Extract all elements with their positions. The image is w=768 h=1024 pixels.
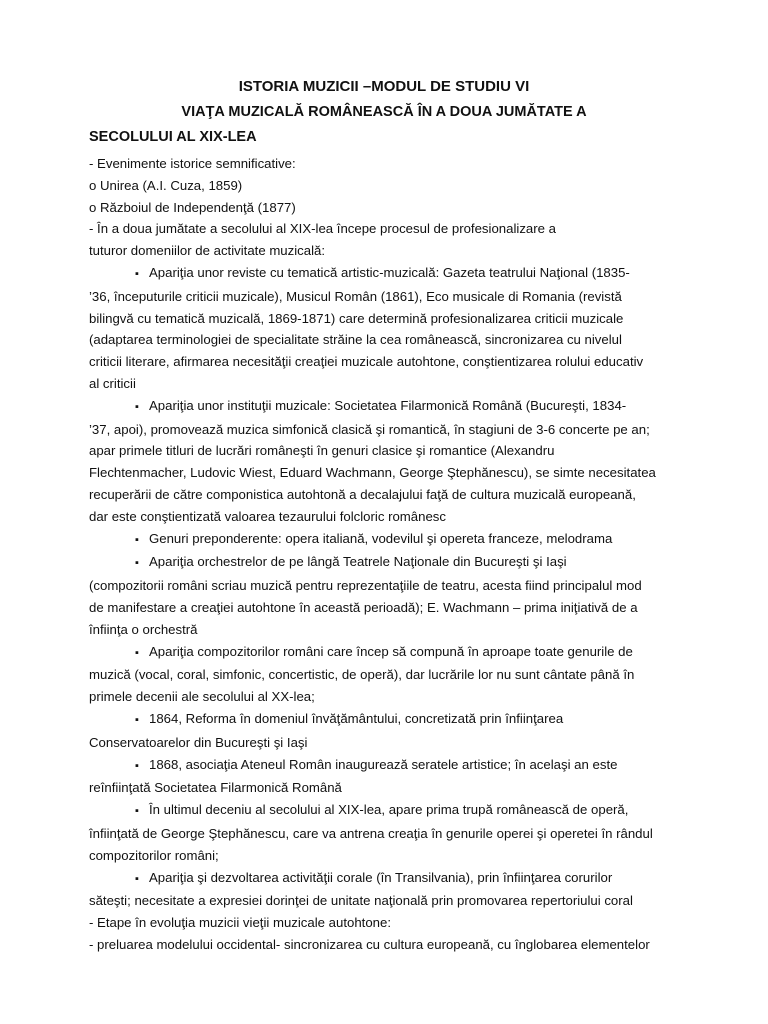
document-title: ISTORIA MUZICII –MODUL DE STUDIU VI — [238, 78, 530, 95]
bullet-icon — [135, 799, 149, 823]
text-line: o Războiul de Independenţă (1877) — [89, 199, 296, 215]
text-line: criticii literare, afirmarea necesităţii creaţiei muzicale autohtone, conştientizarea rolului educativ — [89, 354, 644, 370]
bullet-icon — [135, 867, 149, 891]
text-line: recuperării de către componistica autohtonă a decalajului faţă de cultura muzicală europeană, — [89, 486, 636, 502]
text-line: Genuri preponderente: opera italiană, vodevilul şi opereta franceze, melodrama — [149, 530, 613, 546]
bullet-item — [89, 708, 691, 732]
text-line: 1868, asociaţia Ateneul Român inaugurează seratele artistice; în acelaşi an este — [149, 756, 618, 772]
bullet-icon — [135, 551, 149, 575]
text-line: reînfiinţată Societatea Filarmonică Română — [89, 780, 342, 796]
text-line: (adaptarea terminologiei de specialitate străine la cea românească, sincronizarea cu nivelul — [89, 332, 622, 348]
bullet-icon — [135, 754, 149, 778]
text-line: de manifestare a creaţiei autohtone în această perioadă); E. Wachmann – prima iniţiativă de a — [89, 599, 638, 615]
text-line: - Etape în evoluţia muzicii vieţii muzicale autohtone: — [89, 915, 391, 931]
bullet-icon — [135, 395, 149, 419]
text-line: primele decenii ale secolului al XX-lea; — [89, 689, 315, 705]
text-line: bilingvă cu tematică muzicală, 1869-1871) care determină profesionalizarea criticii muzicale — [89, 310, 624, 326]
text-line: înfiinţată de George Ştephănescu, care va antrena creaţia în genurile operei şi operetei în rândul — [89, 825, 653, 841]
text-line: al criticii — [89, 375, 136, 391]
document-subtitle: VIAŢA MUZICALĂ ROMÂNEASCĂ ÎN A DOUA JUMĂTATE A — [181, 104, 587, 120]
text-line: Apariţia compozitorilor români care încep să compună în aproape toate genurile de — [149, 643, 633, 659]
text-line: o Unirea (A.I. Cuza, 1859) — [89, 177, 243, 193]
text-line: (compozitorii români scriau muzică pentru reprezentaţiile de teatru, acesta fiind principalul mod — [89, 578, 642, 594]
text-line: tuturor domeniilor de activitate muzicală: — [89, 243, 326, 259]
document-body — [89, 153, 691, 956]
text-line: ’36, începuturile criticii muzicale), Musicul Român (1861), Eco musicale di Romania (revistă — [89, 288, 622, 304]
bullet-item — [89, 262, 691, 286]
bullet-item — [89, 799, 691, 823]
text-line: Apariţia orchestrelor de pe lângă Teatrele Naţionale din Bucureşti şi Iaşi — [149, 554, 567, 570]
bullet-item — [89, 528, 691, 552]
text-line: muzică (vocal, coral, simfonic, concertistic, de operă), dar lucrările lor nu sunt cântate până în — [89, 667, 635, 683]
text-line: - preluarea modelului occidental- sincronizarea cu cultura europeană, cu înglobarea elementelor — [89, 936, 650, 952]
bullet-icon — [135, 262, 149, 286]
text-line: înfiinţa o orchestră — [89, 621, 198, 637]
text-line: Apariţia unor instituţii muzicale: Societatea Filarmonică Română (Bucureşti, 1834- — [149, 397, 627, 413]
bullet-icon — [135, 708, 149, 732]
text-line: compozitorilor români; — [89, 847, 219, 863]
text-line: dar este conştientizată valoarea tezaurului folcloric românesc — [89, 508, 446, 524]
document-subtitle-continued: SECOLULUI AL XIX-LEA — [89, 129, 257, 145]
text-line: Conservatoarelor din Bucureşti şi Iaşi — [89, 734, 308, 750]
text-line: 1864, Reforma în domeniul învăţământului, concretizată prin înfiinţarea — [149, 710, 564, 726]
text-line: apar primele titluri de lucrări româneşti în genuri clasice şi romantice (Alexandru — [89, 443, 555, 459]
text-line: Apariţia şi dezvoltarea activităţii corale (în Transilvania), prin înfiinţarea corurilor — [149, 869, 613, 885]
bullet-item — [89, 395, 691, 419]
bullet-icon — [135, 528, 149, 552]
text-line: - În a doua jumătate a secolului al XIX-lea începe procesul de profesionalizare a — [89, 221, 556, 237]
bullet-item — [89, 754, 691, 778]
text-line: săteşti; necesitate a expresiei dorinţei de unitate naţională prin promovarea repertoriului coral — [89, 893, 633, 909]
text-line: Flechtenmacher, Ludovic Wiest, Eduard Wachmann, George Ştephănescu), se simte necesitatea — [89, 465, 656, 481]
bullet-item — [89, 867, 691, 891]
bullet-item — [89, 641, 691, 665]
text-line: În ultimul deceniu al secolului al XIX-lea, apare prima trupă românească de operă, — [149, 802, 629, 818]
bullet-item — [89, 551, 691, 575]
text-line: - Evenimente istorice semnificative: — [89, 156, 296, 171]
text-line: ’37, apoi), promovează muzica simfonică clasică şi romantică, în stagiuni de 3-6 concerte pe an; — [89, 421, 650, 437]
text-line: Apariţia unor reviste cu tematică artistic-muzicală: Gazeta teatrului Naţional (1835- — [149, 264, 630, 280]
bullet-icon — [135, 641, 149, 665]
